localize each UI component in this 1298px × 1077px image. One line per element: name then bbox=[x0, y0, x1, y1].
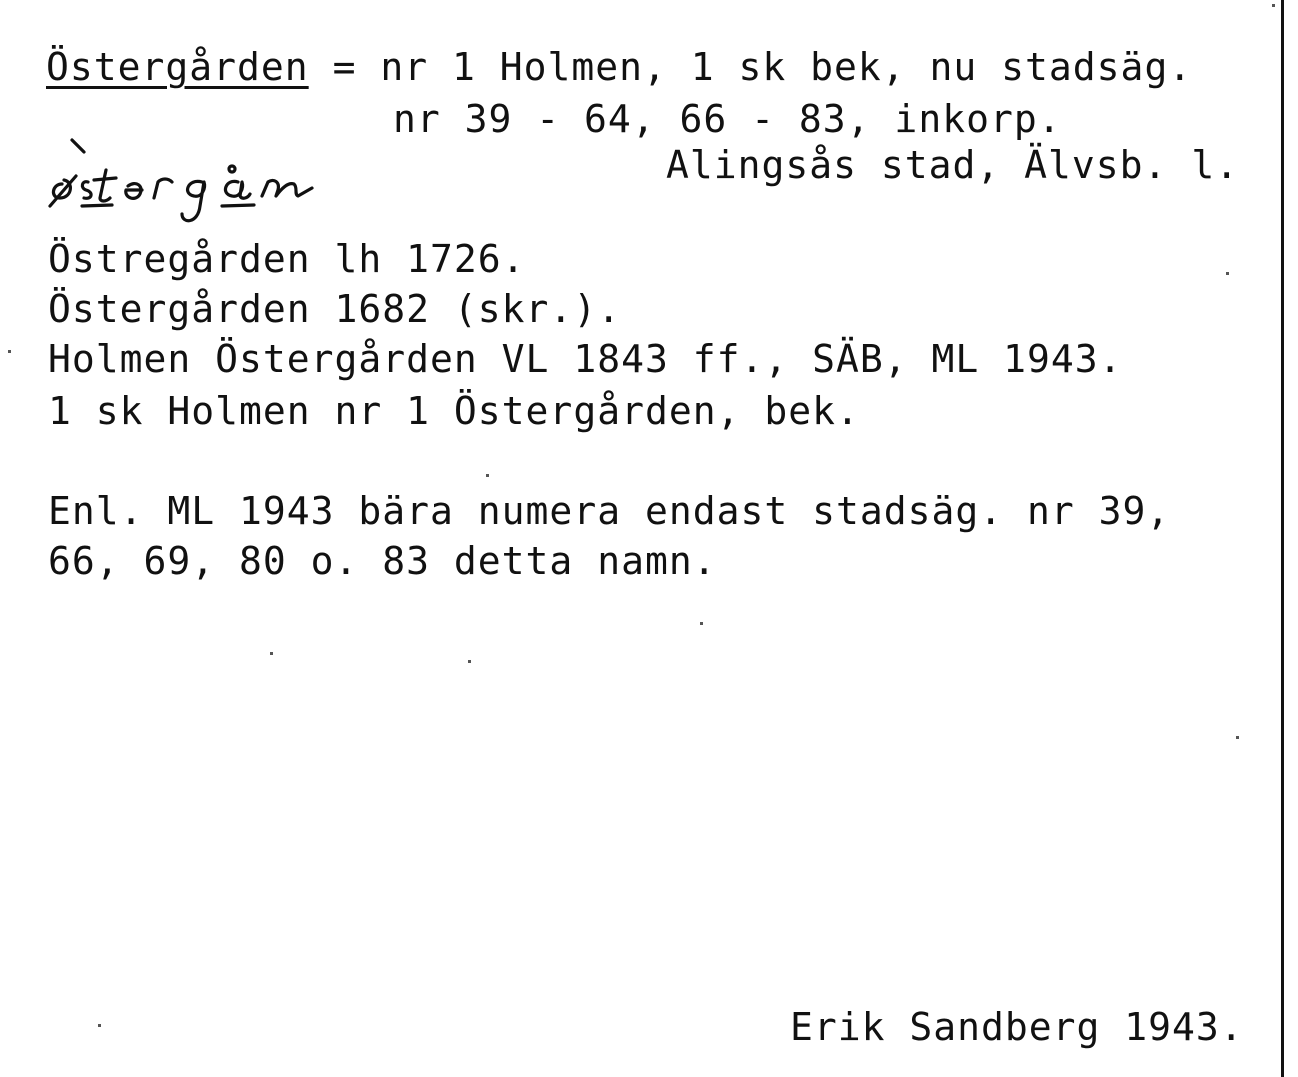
signature: Erik Sandberg 1943. bbox=[790, 1005, 1244, 1049]
scan-speck bbox=[98, 1024, 101, 1027]
scan-speck bbox=[700, 622, 703, 625]
handwritten-pronunciation bbox=[42, 132, 362, 232]
place-name-heading: Östergården bbox=[46, 45, 309, 89]
form-line-2: Östergården 1682 (skr.). bbox=[48, 287, 622, 331]
scan-speck bbox=[1272, 4, 1275, 7]
heading-line-2: nr 39 - 64, 66 - 83, inkorp. bbox=[393, 97, 1062, 141]
card-edge-line bbox=[1281, 0, 1284, 1077]
scan-speck bbox=[8, 350, 11, 353]
scan-speck bbox=[1226, 272, 1229, 275]
note-line-2: 66, 69, 80 o. 83 detta namn. bbox=[48, 539, 717, 583]
heading-line-3: Alingsås stad, Älvsb. l. bbox=[666, 143, 1240, 187]
scan-speck bbox=[270, 652, 273, 655]
form-line-4: 1 sk Holmen nr 1 Östergården, bek. bbox=[48, 389, 860, 433]
scan-speck bbox=[468, 660, 471, 663]
heading-description: nr 1 Holmen, 1 sk bek, nu stadsäg. bbox=[380, 45, 1193, 89]
scan-speck bbox=[486, 474, 489, 477]
scan-speck bbox=[1236, 736, 1239, 739]
heading-separator: = bbox=[332, 45, 357, 89]
form-line-1: Östregården lh 1726. bbox=[48, 237, 526, 281]
form-line-3: Holmen Östergården VL 1843 ff., SÄB, ML 1943. bbox=[48, 337, 1123, 381]
heading-line-1 bbox=[46, 45, 1193, 89]
note-line-1: Enl. ML 1943 bära numera endast stadsäg. nr 39, bbox=[48, 489, 1171, 533]
